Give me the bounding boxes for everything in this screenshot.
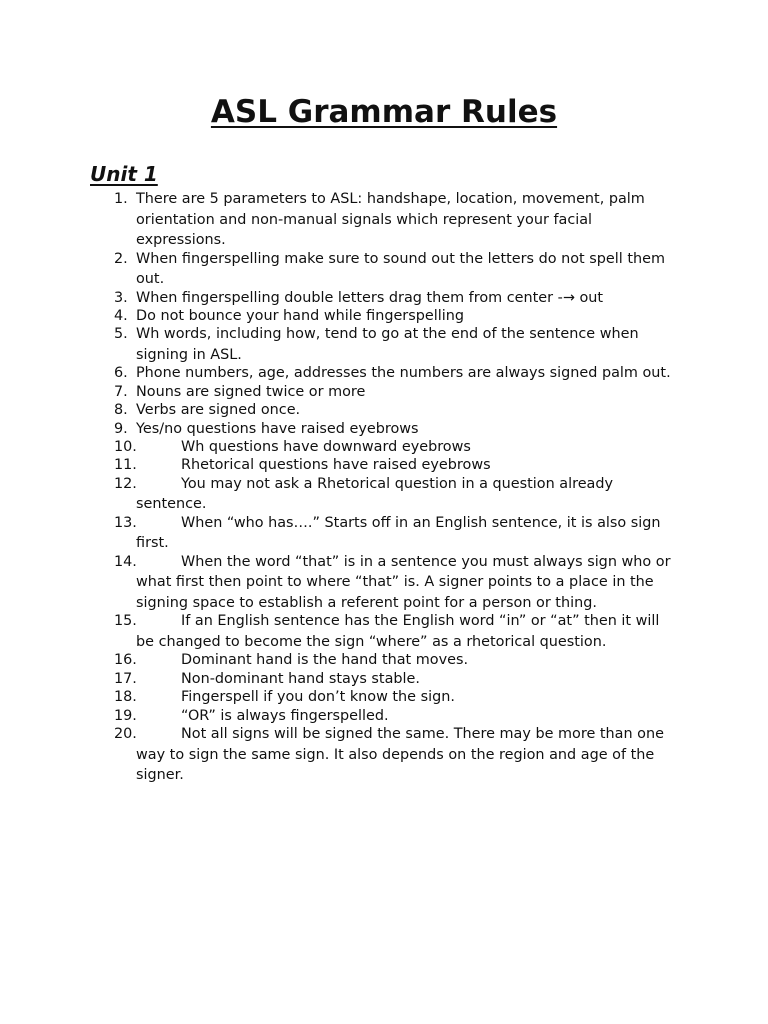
list-item: [0, 552, 768, 614]
list-item-text: Fingerspell if you don’t know the sign.: [181, 689, 455, 706]
list-item: [0, 189, 768, 251]
list-item-number: 3.: [114, 289, 128, 306]
list-item: [0, 474, 768, 515]
list-item-number: 4.: [114, 308, 128, 324]
list-item-text: You may not ask a Rhetorical question in a question already sentence.: [136, 475, 614, 513]
list-item-number: 11.: [114, 457, 137, 474]
list-item-number: 13.: [114, 514, 137, 531]
list-item: [0, 513, 768, 554]
list-item-number: 15.: [114, 613, 137, 630]
list-item-text: When “who has….” Starts off in an English sentence, it is also sign first.: [136, 514, 661, 552]
list-item: [0, 724, 768, 786]
list-item-number: 1.: [114, 191, 128, 207]
list-item-number: 6.: [114, 365, 128, 382]
list-item: [0, 249, 768, 290]
list-item-number: 10.: [114, 439, 137, 456]
list-item-number: 18.: [114, 689, 137, 706]
list-item-number: 19.: [114, 707, 137, 724]
unit-heading: Unit 1: [90, 162, 158, 186]
list-item-number: 16.: [114, 652, 137, 669]
list-item-text: Dominant hand is the hand that moves.: [181, 652, 469, 669]
list-item-number: 20.: [114, 726, 137, 743]
list-item: [0, 611, 768, 652]
list-item-text: “OR” is always fingerspelled.: [181, 707, 389, 724]
list-item-text: Verbs are signed once.: [136, 402, 301, 419]
list-item-text: Do not bounce your hand while fingerspelling: [136, 308, 464, 324]
list-item-number: 5.: [114, 326, 128, 343]
list-item-number: 2.: [114, 250, 128, 267]
list-item-text: If an English sentence has the English word “in” or “at” then it will be changed to become the sign “where” as a rhetorical question.: [136, 613, 660, 651]
list-item-text: Nouns are signed twice or more: [136, 383, 366, 400]
list-item-text: Wh questions have downward eyebrows: [181, 439, 471, 456]
list-item-text: When the word “that” is in a sentence you must always sign who or what first then point to where “that” is. A signer points to a place in the signing space to establish a referent point for a person or thing.: [136, 553, 671, 612]
list-item-number: 17.: [114, 670, 137, 687]
list-item-number: 7.: [114, 383, 128, 400]
list-item-number: 9.: [114, 420, 128, 437]
list-item-text: Not all signs will be signed the same. There may be more than one way to sign the same sign. It also depends on the region and age of the signer.: [136, 726, 664, 784]
page-title: ASL Grammar Rules: [210, 94, 558, 130]
list-item-text: Non-dominant hand stays stable.: [181, 670, 420, 687]
list-item-text: Rhetorical questions have raised eyebrows: [181, 457, 491, 474]
list-item-number: 14.: [114, 553, 137, 570]
list-item-text: There are 5 parameters to ASL: handshape, location, movement, palm orientation and non-manual signals which represent your facial expressions.: [136, 191, 645, 249]
list-item-number: 8.: [114, 402, 128, 419]
list-item-text: When fingerspelling make sure to sound out the letters do not spell them out.: [136, 250, 665, 288]
list-item-text: When fingerspelling double letters drag them from center -→ out: [136, 289, 604, 306]
list-item-text: Wh words, including how, tend to go at the end of the sentence when signing in ASL.: [136, 326, 639, 363]
rules-list: [0, 189, 768, 784]
list-item-number: 12.: [114, 475, 137, 492]
list-item-text: Phone numbers, age, addresses the numbers are always signed palm out.: [136, 365, 671, 382]
list-item-text: Yes/no questions have raised eyebrows: [136, 420, 419, 437]
list-item: [0, 324, 768, 365]
